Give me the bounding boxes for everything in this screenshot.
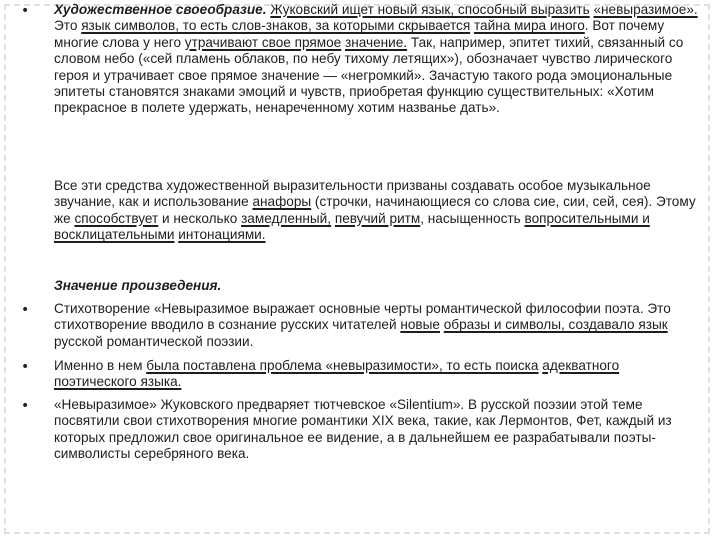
significance-item-1: Стихотворение «Невыразимое выражает основные черты романтической философии поэта. Это стихотворение вводило в сознание русских читателей новые образы и символы, создавало язык русской романтической поэзии. [54, 301, 671, 349]
artistic-features-text: Жуковский ищет новый язык, способный выразить «невыразимое». Это язык символов, то есть слов-знаков, за которыми скрывается тайна мира иного. Вот почему многие слова у него утрачивают свое прямое значение. Так, например, эпитет тихий, связанный со словом небо («сей пламень облаков, по небу тихому летящих»), обозначает чувство лирического героя и утрачивает свое прямое значение — «негромкий». Зачастую такого рода эмоциональные эпитеты становятся знаками эмоций и чувств, приобретая функцию существительных: «Хотим прекрасное в полете удержать, ненареченному хотим названье дать». [54, 2, 698, 116]
bullet-marker: • [21, 398, 30, 414]
expressive-means-paragraph: Все эти средства художественной выразительности призваны создавать особое музыкальное звучание, как и использование анафоры (строчки, начинающиеся со слова сие, сии, сей, сея). Этому же способствует и несколько замедленный, певучий ритм, насыщенность вопросительными и восклицательными интонациями. [54, 178, 696, 243]
significance-heading: Значение произведения. [54, 278, 222, 293]
bullet-marker: • [21, 302, 30, 318]
significance-item-3: «Невыразимое» Жуковского предваряет тютчевское «Silentium». В русской поэзии этой теме посвятили свои стихотворения многие романтики XIX века, такие, как Лермонтов, Фет, каждый из которых предложил свое оригинальное ее видение, а в дальнейшем ее разрабатывали поэты-символисты серебряного века. [54, 397, 672, 462]
bullet-marker: • [21, 359, 30, 375]
artistic-features-heading: Художественное своеобразие. [54, 2, 267, 17]
artistic-features-paragraph [54, 2, 704, 117]
bullet-marker: • [21, 3, 30, 19]
significance-item-2: Именно в нем была поставлена проблема «невыразимости», то есть поиска адекватного поэтического языка. [54, 358, 620, 390]
